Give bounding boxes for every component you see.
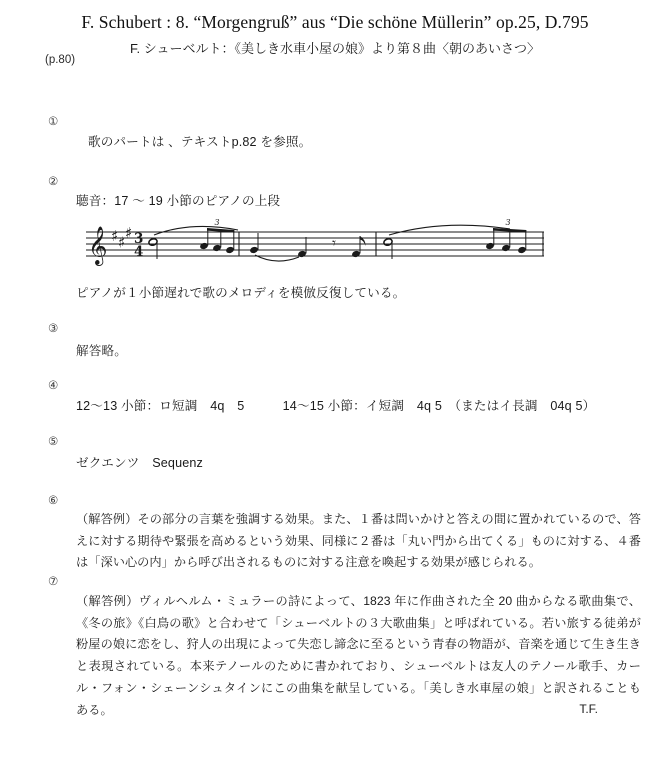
svg-text:𝄞: 𝄞 bbox=[88, 225, 108, 265]
item-text-7: （解答例）ヴィルヘルム・ミュラーの詩によって、1823 年に作曲された全 20 曲からなる歌曲集で、《冬の旅》《白鳥の歌》と合わせて「シューベルトの３大歌曲集」と呼ばれている。若い旅する徒弟が粉屋の娘に恋をし、狩人の出現によって失恋し諦念に至るという青春の物語が、音楽を通じて生き生きと表現されている。本来テノールのために書かれており、シューベルトは友人のテノール歌手、カール・フォン・シェーンシュタインにこの曲集を献呈している。「美しき水車屋の娘」と訳されることもある。 bbox=[76, 594, 641, 717]
svg-text:𝄾: 𝄾 bbox=[332, 234, 336, 252]
item-marker-2: ② bbox=[48, 176, 59, 188]
music-caption: ピアノが１小節遅れで歌のメロディを模倣反復している。 bbox=[76, 286, 406, 300]
page-subtitle: F. シューベルト：《美しき水車小屋の娘》より第８曲〈朝のあいさつ〉 bbox=[130, 41, 540, 56]
svg-text:♯: ♯ bbox=[125, 224, 133, 242]
item-marker-6: ⑥ bbox=[48, 495, 59, 507]
page-title: F. Schubert : 8. “Morgengruß” aus “Die schöne Müllerin” op.25, D.795 bbox=[81, 12, 589, 32]
item-marker-5: ⑤ bbox=[48, 436, 59, 448]
item-text-6: （解答例）その部分の言葉を強調する効果。また、１番は問いかけと答えの間に置かれているので、答えに対する期待や緊張を高めるという効果、同様に２番は「丸い門から出てくる」ものに対する、４番は「深い心の内」から呼び出されるものに対する注意を喚起する効果が感じられる。 bbox=[76, 512, 641, 570]
item-marker-1: ① bbox=[48, 116, 59, 128]
svg-text:♯: ♯ bbox=[111, 227, 119, 245]
svg-text:♯: ♯ bbox=[118, 233, 126, 252]
item-text-2: 聴音：17 ～ 19 小節のピアノの上段 bbox=[76, 194, 281, 208]
page-reference: (p.80) bbox=[45, 54, 76, 66]
item-text-1: 歌のパートは 、テキストp.82 を参照。 bbox=[88, 135, 312, 149]
item-text-4: 12～13 小節：ロ短調 4q 5 14～15 小節：イ短調 4q 5 （またはイ長調 04q 5） bbox=[76, 399, 596, 413]
item-text-3: 解答略。 bbox=[76, 344, 127, 358]
item-marker-3: ③ bbox=[48, 323, 59, 335]
tuplet-label-1: 3 bbox=[214, 218, 220, 227]
tuplet-label-2: 3 bbox=[505, 218, 511, 227]
svg-text:4: 4 bbox=[134, 244, 144, 260]
item-marker-7: ⑦ bbox=[48, 576, 59, 588]
music-staff bbox=[86, 218, 546, 276]
item-marker-4: ④ bbox=[48, 380, 59, 392]
item-text-5: ゼクエンツ Sequenz bbox=[76, 456, 203, 470]
author-signature: T.F. bbox=[579, 702, 598, 716]
svg-text:3: 3 bbox=[134, 231, 144, 247]
